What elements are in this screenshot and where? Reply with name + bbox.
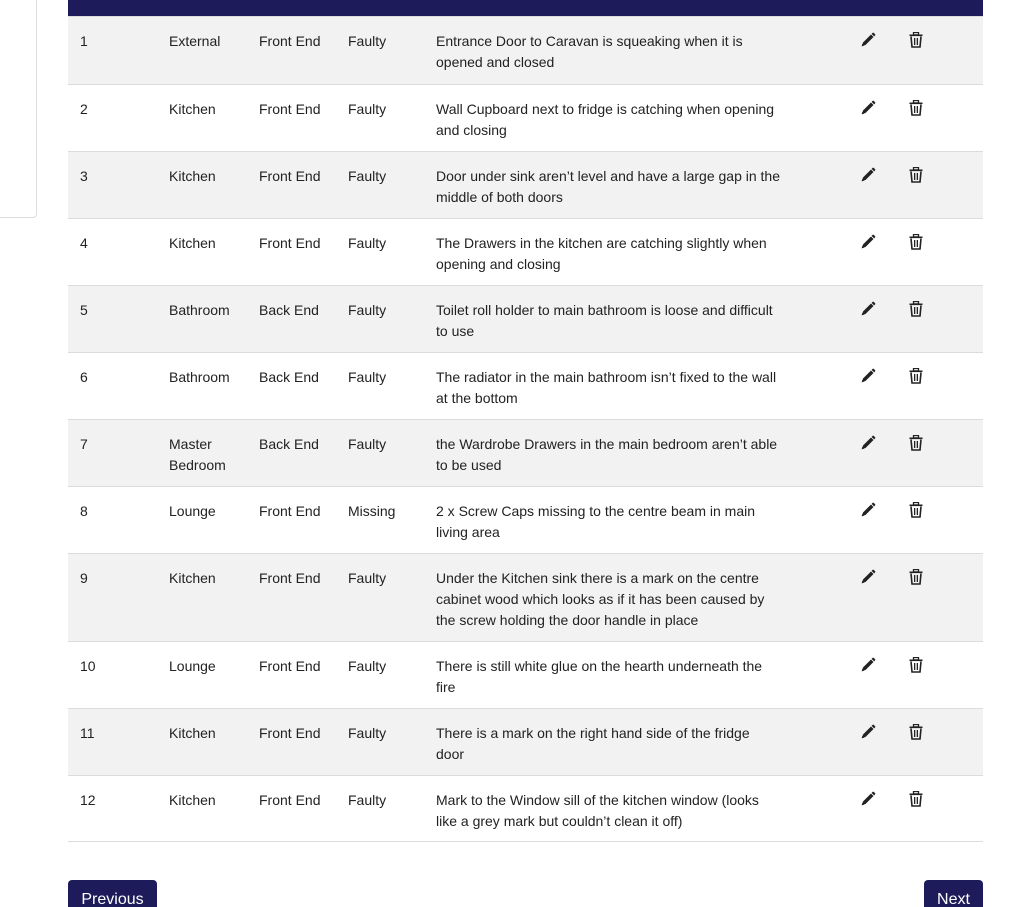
- table-row: [68, 486, 983, 553]
- row-type: Faulty: [348, 792, 387, 808]
- row-number: 12: [80, 792, 96, 808]
- row-actions: [781, 434, 983, 453]
- row-actions: [781, 501, 983, 520]
- table-row: [68, 641, 983, 708]
- row-actions: [781, 790, 983, 809]
- table-row: [68, 151, 983, 218]
- row-description: Toilet roll holder to main bathroom is loose and difficult to use: [436, 302, 773, 339]
- row-location: Lounge: [169, 658, 216, 674]
- table-row: [68, 553, 983, 641]
- table-row: [68, 218, 983, 285]
- pencil-icon[interactable]: [859, 722, 877, 742]
- row-location: Master Bedroom: [169, 436, 226, 473]
- pencil-icon[interactable]: [859, 789, 877, 809]
- row-location: Kitchen: [169, 725, 216, 741]
- row-end: Front End: [259, 725, 321, 741]
- row-description: 2 x Screw Caps missing to the centre beam in main living area: [436, 503, 756, 540]
- trash-icon[interactable]: [907, 165, 925, 185]
- row-location: Kitchen: [169, 792, 216, 808]
- pencil-icon[interactable]: [859, 567, 877, 587]
- row-actions: [781, 300, 983, 319]
- row-end: Front End: [259, 658, 321, 674]
- row-location: Bathroom: [169, 369, 230, 385]
- row-number: 2: [80, 101, 88, 117]
- row-type: Faulty: [348, 725, 387, 741]
- pencil-icon[interactable]: [859, 366, 877, 386]
- row-actions: [781, 31, 983, 50]
- pencil-icon[interactable]: [859, 30, 877, 50]
- row-location: Kitchen: [169, 101, 216, 117]
- row-description: The Drawers in the kitchen are catching slightly when opening and closing: [436, 235, 767, 272]
- row-type: Missing: [348, 503, 396, 519]
- next-button[interactable]: Next: [924, 880, 983, 907]
- row-number: 1: [80, 33, 88, 49]
- row-description: The radiator in the main bathroom isn’t fixed to the wall at the bottom: [436, 369, 777, 406]
- row-type: Faulty: [348, 369, 387, 385]
- row-description: Wall Cupboard next to fridge is catching when opening and closing: [436, 101, 775, 138]
- row-actions: [781, 568, 983, 587]
- row-actions: [781, 656, 983, 675]
- row-type: Faulty: [348, 235, 387, 251]
- trash-icon[interactable]: [907, 366, 925, 386]
- table-row: [68, 16, 983, 84]
- row-end: Front End: [259, 101, 321, 117]
- side-panel: [0, 0, 37, 218]
- trash-icon[interactable]: [907, 299, 925, 319]
- row-description: the Wardrobe Drawers in the main bedroom aren’t able to be used: [436, 436, 778, 473]
- row-description: There is still white glue on the hearth underneath the fire: [436, 658, 763, 695]
- pencil-icon[interactable]: [859, 500, 877, 520]
- row-actions: [781, 723, 983, 742]
- trash-icon[interactable]: [907, 722, 925, 742]
- row-type: Faulty: [348, 302, 387, 318]
- table-body: [68, 16, 983, 842]
- row-end: Front End: [259, 235, 321, 251]
- row-number: 9: [80, 570, 88, 586]
- row-end: Front End: [259, 792, 321, 808]
- row-location: External: [169, 33, 221, 49]
- row-end: Front End: [259, 503, 321, 519]
- row-end: Back End: [259, 302, 319, 318]
- trash-icon[interactable]: [907, 232, 925, 252]
- row-location: Kitchen: [169, 570, 216, 586]
- table-row: [68, 84, 983, 151]
- pencil-icon[interactable]: [859, 98, 877, 118]
- trash-icon[interactable]: [907, 655, 925, 675]
- trash-icon[interactable]: [907, 500, 925, 520]
- row-type: Faulty: [348, 168, 387, 184]
- row-actions: [781, 233, 983, 252]
- row-end: Front End: [259, 33, 321, 49]
- row-actions: [781, 367, 983, 386]
- row-number: 5: [80, 302, 88, 318]
- row-number: 7: [80, 436, 88, 452]
- trash-icon[interactable]: [907, 30, 925, 50]
- row-description: Under the Kitchen sink there is a mark on the centre cabinet wood which looks as if it has been caused by the screw holding the door handle in place: [436, 570, 765, 628]
- row-location: Lounge: [169, 503, 216, 519]
- row-number: 3: [80, 168, 88, 184]
- row-type: Faulty: [348, 436, 387, 452]
- row-location: Kitchen: [169, 168, 216, 184]
- defects-table: [68, 0, 983, 842]
- pencil-icon[interactable]: [859, 655, 877, 675]
- row-type: Faulty: [348, 570, 387, 586]
- table-row: [68, 352, 983, 419]
- table-row: [68, 708, 983, 775]
- pencil-icon[interactable]: [859, 299, 877, 319]
- previous-button[interactable]: Previous: [68, 880, 157, 907]
- row-location: Bathroom: [169, 302, 230, 318]
- row-number: 4: [80, 235, 88, 251]
- table-row: [68, 419, 983, 486]
- row-description: Entrance Door to Caravan is squeaking when it is opened and closed: [436, 33, 743, 70]
- table-row: [68, 775, 983, 842]
- trash-icon[interactable]: [907, 567, 925, 587]
- row-end: Front End: [259, 168, 321, 184]
- row-end: Back End: [259, 436, 319, 452]
- pencil-icon[interactable]: [859, 433, 877, 453]
- trash-icon[interactable]: [907, 433, 925, 453]
- row-actions: [781, 166, 983, 185]
- row-end: Front End: [259, 570, 321, 586]
- row-end: Back End: [259, 369, 319, 385]
- row-description: There is a mark on the right hand side of the fridge door: [436, 725, 750, 762]
- row-type: Faulty: [348, 33, 387, 49]
- row-actions: [781, 99, 983, 118]
- row-number: 6: [80, 369, 88, 385]
- trash-icon[interactable]: [907, 789, 925, 809]
- pencil-icon[interactable]: [859, 165, 877, 185]
- row-number: 11: [80, 725, 95, 741]
- pencil-icon[interactable]: [859, 232, 877, 252]
- row-type: Faulty: [348, 658, 387, 674]
- row-location: Kitchen: [169, 235, 216, 251]
- trash-icon[interactable]: [907, 98, 925, 118]
- row-number: 8: [80, 503, 88, 519]
- row-description: Mark to the Window sill of the kitchen window (looks like a grey mark but couldn’t clean it off): [436, 792, 759, 829]
- row-number: 10: [80, 658, 96, 674]
- row-type: Faulty: [348, 101, 387, 117]
- table-header: [68, 0, 983, 16]
- table-row: [68, 285, 983, 352]
- row-description: Door under sink aren’t level and have a large gap in the middle of both doors: [436, 168, 780, 205]
